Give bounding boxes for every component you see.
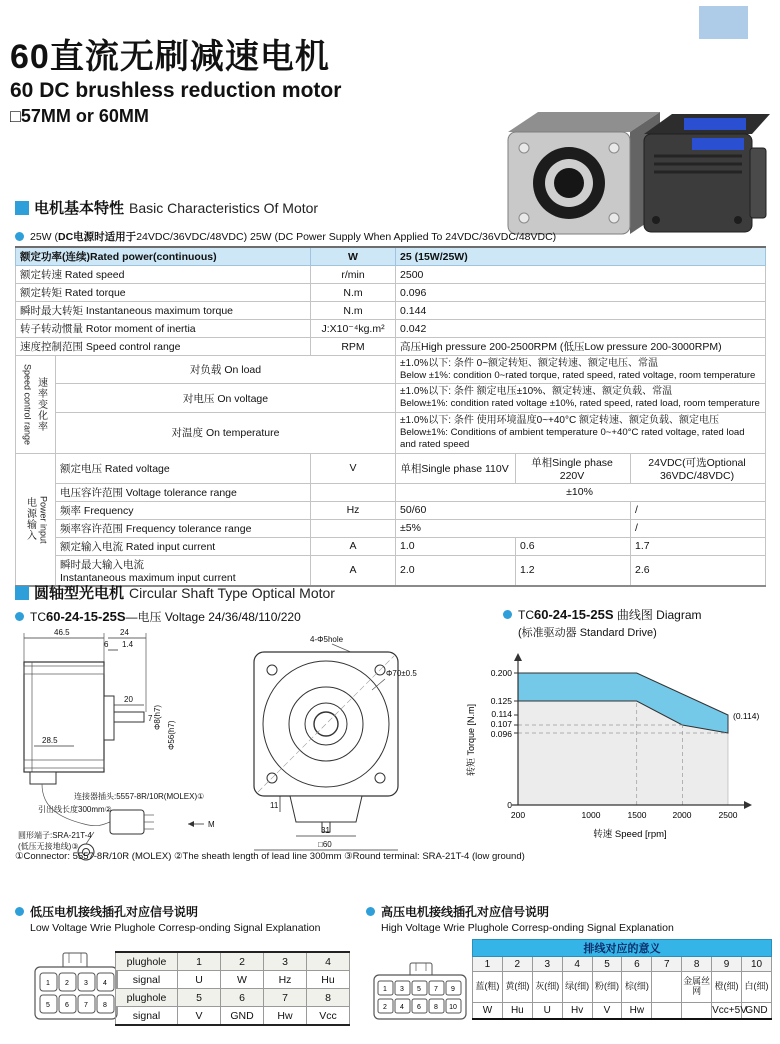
cell: Hw <box>264 1007 307 1026</box>
spec-value: / <box>631 501 766 519</box>
spec-label: 速度控制范围 Speed control range <box>16 338 311 356</box>
table-row <box>116 989 350 1007</box>
table-row <box>16 501 766 519</box>
page-title: 60直流无刷减速电机 <box>10 38 330 76</box>
table-row <box>116 971 350 989</box>
pin-number: 6 <box>417 1004 421 1011</box>
speed-group-vertical-label <box>16 356 56 454</box>
spec-condition: ±1.0%以下: 条件 额定电压±10%、额定转速、额定负载、常温 Below±1%: condition rated voltage ±10%, rated speed, rated load, room temperature <box>396 384 766 412</box>
table-row <box>16 320 766 338</box>
bullet-icon <box>15 907 24 916</box>
section-basic-header <box>15 197 318 218</box>
row-label: plughole <box>116 989 178 1007</box>
drawing-footnote: ①Connector: 5557-8R/10R (MOLEX) ②The sheath length of lead line 300mm ③Round terminal: SRA-21T-4 (low ground) <box>15 851 525 862</box>
x-tick-label: 1000 <box>581 810 601 820</box>
pin-number: 7 <box>434 986 438 993</box>
spec-unit <box>311 483 396 501</box>
dim-label: 24 <box>120 628 129 637</box>
spec-label: 额定转矩 Rated torque <box>16 284 311 302</box>
row-label: plughole <box>116 952 178 971</box>
spec-value: ±5% <box>396 519 631 537</box>
cell: 绿(细) <box>562 972 592 1003</box>
dim-label: 6 <box>104 640 109 649</box>
spec-label: 瞬时最大转矩 Instantaneous maximum torque <box>16 302 311 320</box>
table-row <box>16 453 766 483</box>
spec-value: 2.0 <box>396 555 516 586</box>
pin-number: 2 <box>383 1004 387 1011</box>
pin-number: 8 <box>103 1002 107 1009</box>
cell: 10 <box>742 957 772 972</box>
cell: 粉(细) <box>592 972 622 1003</box>
spec-value: 2.6 <box>631 555 766 586</box>
dim-label: Φ56(h7) <box>167 720 176 750</box>
cell: Hu <box>307 971 350 989</box>
spec-unit: N.m <box>311 284 396 302</box>
cell: 灰(细) <box>532 972 562 1003</box>
title-block <box>10 40 341 127</box>
spec-label: 瞬时最大输入电流 Instantaneous maximum input current <box>56 555 311 586</box>
spec-value: 0.096 <box>396 284 766 302</box>
cell: 1 <box>178 952 221 971</box>
hv-connector-drawing <box>370 961 470 1025</box>
spec-value: 0.042 <box>396 320 766 338</box>
row-label: signal <box>116 971 178 989</box>
spec-value: 2500 <box>396 266 766 284</box>
holes-label: 4-Φ5hole <box>310 635 344 644</box>
spec-value: ±10% <box>396 483 766 501</box>
spec-sublabel: 对温度 On temperature <box>56 412 396 453</box>
cell: 7 <box>264 989 307 1007</box>
pin-number: 1 <box>46 980 50 987</box>
cell <box>682 1003 712 1020</box>
spec-table-wrap <box>15 246 766 587</box>
cell: 白(细) <box>742 972 772 1003</box>
chart-title: TC60-24-15-25S 曲线图 Diagram <box>518 607 702 622</box>
spec-sublabel: 对电压 On voltage <box>56 384 396 412</box>
spec-sublabel: 对负载 On load <box>56 356 396 384</box>
cell: W <box>221 971 264 989</box>
callout-connector: 连接器插头:5557-8R/10R(MOLEX)① <box>74 792 205 801</box>
cell: GND <box>742 1003 772 1020</box>
spec-value: 50/60 <box>396 501 631 519</box>
x-tick-label: 200 <box>510 810 526 820</box>
bullet-icon <box>503 610 512 619</box>
lv-connector-drawing <box>27 949 123 1025</box>
cell: U <box>178 971 221 989</box>
chart-subtitle: (标准驱动器 Standard Drive) <box>518 627 657 639</box>
table-row <box>16 412 766 453</box>
chart-header <box>503 606 702 640</box>
cell: Hu <box>502 1003 532 1020</box>
size-note: □57MM or 60MM <box>10 105 149 126</box>
section-title-cn: 电机基本特性 <box>34 200 125 217</box>
side-view-drawing <box>12 626 230 868</box>
callout-terminal-2: (低压无接地线)③ <box>18 842 79 851</box>
spec-value: / <box>631 519 766 537</box>
table-row <box>473 957 772 972</box>
cell: 9 <box>712 957 742 972</box>
bullet-icon <box>366 907 375 916</box>
cell: Hz <box>264 971 307 989</box>
cell: 棕(细) <box>622 972 652 1003</box>
hv-table-header: 排线对应的意义 <box>473 940 772 957</box>
spec-unit: V <box>311 453 396 483</box>
spec-value: 单相Single phase 220V <box>516 453 631 483</box>
y-tick-label: 0.125 <box>490 696 512 706</box>
section-shaft-header <box>15 582 335 603</box>
torque-speed-chart <box>458 645 780 845</box>
pin-number: 3 <box>400 986 404 993</box>
x-tick-label: 2500 <box>718 810 738 820</box>
high-voltage-block <box>366 903 776 1016</box>
bullet-icon <box>15 612 24 621</box>
table-row <box>16 483 766 501</box>
section-title-en: Basic Characteristics Of Motor <box>129 199 319 216</box>
dim-label: 31 <box>321 826 330 835</box>
pin-number: 6 <box>65 1002 69 1009</box>
cell: Hv <box>562 1003 592 1020</box>
corner-accent-rect <box>699 6 748 39</box>
spec-unit <box>311 519 396 537</box>
table-row <box>116 952 350 971</box>
pin-number: 5 <box>417 986 421 993</box>
cell: U <box>532 1003 562 1020</box>
cell: Vcc+5V <box>712 1003 742 1020</box>
chart-annotation: (0.114) <box>733 711 760 721</box>
dim-label: 7 <box>148 714 153 723</box>
vertical-label-en: Speed control range <box>22 363 33 445</box>
spec-label: 额定功率(连续)Rated power(continuous) <box>16 247 311 266</box>
pin-number: 4 <box>103 980 107 987</box>
hv-title-en: High Voltage Wrie Plughole Corresp-onding Signal Explanation <box>381 922 674 934</box>
spec-unit: N.m <box>311 302 396 320</box>
vertical-label-cn: 速率变化率 <box>35 376 47 432</box>
chart-x-label: 转速 Speed [rpm] <box>593 829 667 840</box>
cell: V <box>592 1003 622 1020</box>
section-square-icon <box>15 586 29 600</box>
spec-unit: A <box>311 537 396 555</box>
model-line <box>15 608 301 625</box>
table-row <box>473 972 772 1003</box>
dia-label: Φ70±0.5 <box>386 669 417 678</box>
m-label: M <box>208 820 215 829</box>
spec-condition: ±1.0%以下: 条件 0~额定转矩、额定转速、额定电压、常温 Below ±1%: condition 0~rated torque, rated speed, rated voltage, room temperature <box>396 356 766 384</box>
table-row <box>473 940 772 957</box>
cell: 6 <box>622 957 652 972</box>
spec-label: 转子转动惯量 Rotor moment of inertia <box>16 320 311 338</box>
spec-unit: Hz <box>311 501 396 519</box>
note-text: 25W (DC电源时适用于24VDC/36VDC/48VDC) 25W (DC Power Supply When Applied To 24VDC/36VDC/48VDC) <box>30 231 557 243</box>
cell: 2 <box>502 957 532 972</box>
cell: 7 <box>652 957 682 972</box>
pin-number: 1 <box>383 986 387 993</box>
pin-number: 9 <box>451 986 455 993</box>
dim-label: 11 <box>270 801 279 810</box>
table-row <box>116 1007 350 1026</box>
cell: 6 <box>221 989 264 1007</box>
dim-label: 1.4 <box>122 640 134 649</box>
table-row <box>16 338 766 356</box>
cell: 5 <box>178 989 221 1007</box>
cell <box>652 1003 682 1020</box>
spec-unit: J:X10⁻⁴kg.m² <box>311 320 396 338</box>
spec-label: 电压容许范围 Voltage tolerance range <box>56 483 311 501</box>
spec-value: 高压High pressure 200-2500RPM (低压Low pressure 200-3000RPM) <box>396 338 766 356</box>
spec-label: 频率容许范围 Frequency tolerance range <box>56 519 311 537</box>
front-view-drawing <box>228 630 443 858</box>
section-title-cn: 圆轴型光电机 <box>34 585 125 602</box>
spec-unit: A <box>311 555 396 586</box>
dim-label: □60 <box>318 840 332 849</box>
spec-value: 25 (15W/25W) <box>396 247 766 266</box>
cell: 金属丝网 <box>682 972 712 1003</box>
lv-pin-table <box>115 951 350 1026</box>
page-subtitle: 60 DC brushless reduction motor <box>10 78 342 102</box>
spec-label: 额定转速 Rated speed <box>16 266 311 284</box>
cell: 3 <box>264 952 307 971</box>
cell: V <box>178 1007 221 1026</box>
x-tick-label: 2000 <box>672 810 692 820</box>
lv-title-cn: 低压电机接线插孔对应信号说明 <box>15 903 360 920</box>
callout-leadline: 引出线长度300mm② <box>38 805 112 814</box>
y-tick-label: 0.200 <box>490 668 512 678</box>
dim-label: Φ8(h7) <box>153 704 162 730</box>
spec-unit: r/min <box>311 266 396 284</box>
table-row <box>16 356 766 384</box>
pin-number: 4 <box>400 1004 404 1011</box>
x-tick-label: 1500 <box>627 810 647 820</box>
bullet-icon <box>15 232 24 241</box>
product-photo <box>494 102 776 240</box>
pin-number: 10 <box>449 1004 457 1011</box>
pin-number: 7 <box>84 1002 88 1009</box>
pin-number: 3 <box>84 980 88 987</box>
table-row <box>16 384 766 412</box>
cell: 2 <box>221 952 264 971</box>
cell: W <box>473 1003 503 1020</box>
spec-unit: W <box>311 247 396 266</box>
pin-number: 8 <box>434 1004 438 1011</box>
lv-title-en: Low Voltage Wrie Plughole Corresp-onding Signal Explanation <box>30 922 321 934</box>
spec-value: 单相Single phase 110V <box>396 453 516 483</box>
table-row <box>16 537 766 555</box>
cell: 3 <box>532 957 562 972</box>
section-title-en: Circular Shaft Type Optical Motor <box>129 584 335 601</box>
cell: 4 <box>562 957 592 972</box>
cell: 8 <box>682 957 712 972</box>
spec-condition: ±1.0%以下: 条件 使用环境温度0~+40°C 额定转速、额定负载、额定电压 Below±1%: Conditions of ambient temperature 0~+40°C rated voltage, rated load and rated speed <box>396 412 766 453</box>
power-note-line <box>15 229 556 244</box>
spec-label: 频率 Frequency <box>56 501 311 519</box>
y-tick-label: 0 <box>507 800 512 810</box>
spec-label: 额定电压 Rated voltage <box>56 453 311 483</box>
table-row <box>16 519 766 537</box>
spec-value: 1.2 <box>516 555 631 586</box>
table-row <box>16 302 766 320</box>
cell <box>652 972 682 1003</box>
y-tick-label: 0.114 <box>491 709 512 719</box>
hv-title-cn: 高压电机接线插孔对应信号说明 <box>366 903 776 920</box>
spec-table <box>15 246 766 587</box>
pin-number: 2 <box>65 980 69 987</box>
cell: 1 <box>473 957 503 972</box>
vertical-label-cn: 电源输入 <box>24 497 36 542</box>
callout-terminal: 圆形端子:SRA-21T-4 <box>18 831 92 840</box>
spec-value: 1.0 <box>396 537 516 555</box>
cell: Vcc <box>307 1007 350 1026</box>
cell: 黄(细) <box>502 972 532 1003</box>
pin-number: 5 <box>46 1002 50 1009</box>
model-text: TC60-24-15-25S—电压 Voltage 24/36/48/110/220 <box>30 609 301 624</box>
section-square-icon <box>15 201 29 215</box>
spec-label: 额定输入电流 Rated input current <box>56 537 311 555</box>
cell: 蓝(粗) <box>473 972 503 1003</box>
cell: Hw <box>622 1003 652 1020</box>
vertical-label-en: Power input <box>38 495 49 544</box>
table-row <box>16 284 766 302</box>
cell: 5 <box>592 957 622 972</box>
table-row <box>16 247 766 266</box>
spec-unit: RPM <box>311 338 396 356</box>
hv-pin-table <box>472 939 772 1020</box>
spec-value: 24VDC(可选Optional 36VDC/48VDC) <box>631 453 766 483</box>
cell: 橙(细) <box>712 972 742 1003</box>
table-row <box>16 266 766 284</box>
chart-y-label: 转矩 Torque [N.m] <box>466 703 476 777</box>
cell: GND <box>221 1007 264 1026</box>
y-tick-label: 0.107 <box>490 719 512 729</box>
table-row <box>473 1003 772 1020</box>
power-group-vertical-label <box>16 453 56 586</box>
dim-label: 46.5 <box>54 628 70 637</box>
cell: 4 <box>307 952 350 971</box>
spec-value: 0.6 <box>516 537 631 555</box>
cell: 8 <box>307 989 350 1007</box>
dim-label: 28.5 <box>42 736 58 745</box>
row-label: signal <box>116 1007 178 1026</box>
spec-value: 1.7 <box>631 537 766 555</box>
dim-label: 20 <box>124 695 133 704</box>
spec-value: 0.144 <box>396 302 766 320</box>
y-tick-label: 0.096 <box>490 729 512 739</box>
low-voltage-block <box>15 903 360 1022</box>
